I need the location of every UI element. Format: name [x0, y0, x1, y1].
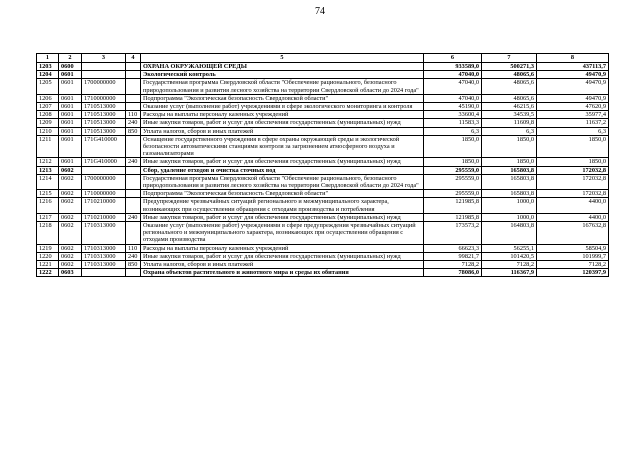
- section-code: 0602: [59, 213, 82, 221]
- amount-year-1: 121985,8: [424, 198, 482, 213]
- expense-type-code: [126, 63, 141, 71]
- amount-year-1: 47040,0: [424, 71, 482, 79]
- table-row: [37, 135, 609, 158]
- target-article-code: [82, 71, 126, 79]
- amount-year-2: 165803,8: [482, 174, 537, 189]
- target-article-code: 171G410000: [82, 158, 126, 166]
- amount-year-3: 49470,9: [537, 79, 609, 94]
- section-code: 0602: [59, 261, 82, 269]
- amount-year-3: 35977,4: [537, 111, 609, 119]
- target-article-code: 1710000000: [82, 94, 126, 102]
- column-header: 1: [37, 54, 59, 63]
- target-article-code: 1710513000: [82, 111, 126, 119]
- item-name: Иные закупки товаров, работ и услуг для обеспечения государственных (муниципальных) нужд: [141, 119, 424, 127]
- table-row: [37, 127, 609, 135]
- target-article-code: 1710210000: [82, 213, 126, 221]
- section-code: 0601: [59, 71, 82, 79]
- amount-year-3: 101999,7: [537, 252, 609, 260]
- item-name: Уплата налогов, сборов и иных платежей: [141, 127, 424, 135]
- amount-year-2: 165803,8: [482, 166, 537, 174]
- amount-year-3: 172032,8: [537, 174, 609, 189]
- table-row: [37, 174, 609, 189]
- item-name: Экологический контроль: [141, 71, 424, 79]
- table-row: [37, 94, 609, 102]
- column-header: 3: [82, 54, 126, 63]
- amount-year-1: 99821,7: [424, 252, 482, 260]
- target-article-code: [82, 63, 126, 71]
- item-name: ОХРАНА ОКРУЖАЮЩЕЙ СРЕДЫ: [141, 63, 424, 71]
- target-article-code: [82, 269, 126, 277]
- amount-year-1: 933589,0: [424, 63, 482, 71]
- row-number: 1221: [37, 261, 59, 269]
- row-number: 1218: [37, 222, 59, 245]
- amount-year-3: 172032,8: [537, 190, 609, 198]
- amount-year-1: 47040,0: [424, 79, 482, 94]
- row-number: 1206: [37, 94, 59, 102]
- row-number: 1208: [37, 111, 59, 119]
- amount-year-1: 66623,3: [424, 244, 482, 252]
- table-row: [37, 213, 609, 221]
- item-name: Подпрограмма "Экологическая безопасность Свердловской области": [141, 190, 424, 198]
- item-name: Подпрограмма "Экологическая безопасность Свердловской области": [141, 94, 424, 102]
- row-number: 1220: [37, 252, 59, 260]
- target-article-code: 1710513000: [82, 119, 126, 127]
- row-number: 1211: [37, 135, 59, 158]
- amount-year-1: 6,3: [424, 127, 482, 135]
- table-header-row: [37, 54, 609, 63]
- expense-type-code: [126, 71, 141, 79]
- section-code: 0601: [59, 94, 82, 102]
- table-row: [37, 71, 609, 79]
- amount-year-1: 295559,0: [424, 166, 482, 174]
- item-name: Оказание услуг (выполнение работ) учреждениями в сфере экологического мониторинга и контроля: [141, 103, 424, 111]
- column-header: 6: [424, 54, 482, 63]
- section-code: 0601: [59, 79, 82, 94]
- amount-year-1: 1850,0: [424, 158, 482, 166]
- amount-year-3: 1850,0: [537, 158, 609, 166]
- section-code: 0601: [59, 119, 82, 127]
- amount-year-2: 48065,6: [482, 79, 537, 94]
- item-name: Иные закупки товаров, работ и услуг для обеспечения государственных (муниципальных) нужд: [141, 252, 424, 260]
- section-code: 0603: [59, 269, 82, 277]
- item-name: Иные закупки товаров, работ и услуг для обеспечения государственных (муниципальных) нужд: [141, 158, 424, 166]
- amount-year-2: 1000,0: [482, 198, 537, 213]
- target-article-code: 1710313000: [82, 222, 126, 245]
- target-article-code: 1710313000: [82, 244, 126, 252]
- amount-year-3: 6,3: [537, 127, 609, 135]
- section-code: 0601: [59, 111, 82, 119]
- row-number: 1216: [37, 198, 59, 213]
- section-code: 0600: [59, 63, 82, 71]
- amount-year-3: 49470,9: [537, 71, 609, 79]
- target-article-code: 1710513000: [82, 127, 126, 135]
- row-number: 1217: [37, 213, 59, 221]
- expense-type-code: [126, 174, 141, 189]
- amount-year-2: 48065,6: [482, 71, 537, 79]
- table-row: [37, 261, 609, 269]
- amount-year-1: 7128,2: [424, 261, 482, 269]
- table-row: [37, 222, 609, 245]
- row-number: 1205: [37, 79, 59, 94]
- section-code: 0602: [59, 174, 82, 189]
- row-number: 1214: [37, 174, 59, 189]
- expense-type-code: [126, 269, 141, 277]
- amount-year-3: 167632,8: [537, 222, 609, 245]
- expense-type-code: [126, 94, 141, 102]
- amount-year-1: 1850,0: [424, 135, 482, 158]
- target-article-code: 171G410000: [82, 135, 126, 158]
- table-row: [37, 103, 609, 111]
- table-row: [37, 119, 609, 127]
- expense-type-code: 850: [126, 127, 141, 135]
- amount-year-1: 47040,0: [424, 94, 482, 102]
- target-article-code: 1710513000: [82, 103, 126, 111]
- expense-type-code: 110: [126, 111, 141, 119]
- amount-year-3: 47620,9: [537, 103, 609, 111]
- page-number: 74: [315, 6, 325, 17]
- expense-type-code: [126, 103, 141, 111]
- amount-year-2: 1850,0: [482, 158, 537, 166]
- amount-year-2: 6,3: [482, 127, 537, 135]
- amount-year-2: 11609,8: [482, 119, 537, 127]
- section-code: 0601: [59, 135, 82, 158]
- expense-type-code: 240: [126, 158, 141, 166]
- amount-year-1: 295559,0: [424, 190, 482, 198]
- row-number: 1213: [37, 166, 59, 174]
- table-row: [37, 158, 609, 166]
- expense-type-code: [126, 166, 141, 174]
- section-code: 0601: [59, 127, 82, 135]
- amount-year-2: 101420,5: [482, 252, 537, 260]
- amount-year-1: 78086,0: [424, 269, 482, 277]
- amount-year-3: 49470,9: [537, 94, 609, 102]
- expense-type-code: [126, 79, 141, 94]
- amount-year-2: 7128,2: [482, 261, 537, 269]
- expense-type-code: [126, 222, 141, 245]
- expense-type-code: [126, 190, 141, 198]
- amount-year-2: 48065,6: [482, 94, 537, 102]
- row-number: 1212: [37, 158, 59, 166]
- target-article-code: 1710313000: [82, 252, 126, 260]
- amount-year-1: 295559,0: [424, 174, 482, 189]
- table-row: [37, 63, 609, 71]
- expense-type-code: [126, 135, 141, 158]
- column-header: 8: [537, 54, 609, 63]
- item-name: Расходы на выплаты персоналу казенных учреждений: [141, 244, 424, 252]
- table-row: [37, 198, 609, 213]
- section-code: 0602: [59, 252, 82, 260]
- column-header: 2: [59, 54, 82, 63]
- expense-type-code: 110: [126, 244, 141, 252]
- amount-year-2: 34539,5: [482, 111, 537, 119]
- amount-year-1: 33600,4: [424, 111, 482, 119]
- expense-type-code: 240: [126, 119, 141, 127]
- amount-year-3: 1850,0: [537, 135, 609, 158]
- amount-year-2: 116367,9: [482, 269, 537, 277]
- column-header: 4: [126, 54, 141, 63]
- row-number: 1209: [37, 119, 59, 127]
- item-name: Уплата налогов, сборов и иных платежей: [141, 261, 424, 269]
- item-name: Охрана объектов растительного и животного мира и среды их обитания: [141, 269, 424, 277]
- amount-year-2: 46215,6: [482, 103, 537, 111]
- item-name: Оснащение государственного учреждения в сфере охраны окружающей среды и экологической безопасности автоматическими станциями контроля за загрязнением атмосферного воздуха и газоанализаторами: [141, 135, 424, 158]
- amount-year-3: 58504,9: [537, 244, 609, 252]
- amount-year-1: 173573,2: [424, 222, 482, 245]
- amount-year-2: 500271,3: [482, 63, 537, 71]
- section-code: 0601: [59, 158, 82, 166]
- section-code: 0602: [59, 166, 82, 174]
- target-article-code: 1700000000: [82, 79, 126, 94]
- item-name: Сбор, удаление отходов и очистка сточных вод: [141, 166, 424, 174]
- table-row: [37, 269, 609, 277]
- expense-type-code: 240: [126, 213, 141, 221]
- section-code: 0602: [59, 244, 82, 252]
- amount-year-3: 7128,2: [537, 261, 609, 269]
- expense-type-code: 850: [126, 261, 141, 269]
- row-number: 1210: [37, 127, 59, 135]
- amount-year-1: 121985,8: [424, 213, 482, 221]
- section-code: 0601: [59, 103, 82, 111]
- row-number: 1215: [37, 190, 59, 198]
- amount-year-3: 437113,7: [537, 63, 609, 71]
- amount-year-2: 164803,8: [482, 222, 537, 245]
- expense-type-code: 240: [126, 252, 141, 260]
- item-name: Государственная программа Свердловской области "Обеспечение рационального, безопасного природопользования и развития лесного хозяйства на территории Свердловской области до 2024 года": [141, 79, 424, 94]
- amount-year-1: 45190,0: [424, 103, 482, 111]
- item-name: Оказание услуг (выполнение работ) учреждениями в сфере предупреждения чрезвычайных ситуаций регионального и межмуниципального характера, возникающих при осуществлении обращения с отходами производства: [141, 222, 424, 245]
- column-header: 5: [141, 54, 424, 63]
- amount-year-2: 165803,8: [482, 190, 537, 198]
- table-row: [37, 252, 609, 260]
- amount-year-3: 11637,2: [537, 119, 609, 127]
- amount-year-3: 4400,0: [537, 213, 609, 221]
- column-header: 7: [482, 54, 537, 63]
- section-code: 0602: [59, 190, 82, 198]
- section-code: 0602: [59, 198, 82, 213]
- expense-type-code: [126, 198, 141, 213]
- table-row: [37, 190, 609, 198]
- table-body: [37, 63, 609, 277]
- target-article-code: 1700000000: [82, 174, 126, 189]
- row-number: 1207: [37, 103, 59, 111]
- amount-year-3: 4400,0: [537, 198, 609, 213]
- budget-table: [36, 53, 609, 277]
- amount-year-2: 1850,0: [482, 135, 537, 158]
- item-name: Иные закупки товаров, работ и услуг для обеспечения государственных (муниципальных) нужд: [141, 213, 424, 221]
- table-row: [37, 166, 609, 174]
- table-row: [37, 244, 609, 252]
- target-article-code: 1710313000: [82, 261, 126, 269]
- row-number: 1204: [37, 71, 59, 79]
- amount-year-1: 11583,3: [424, 119, 482, 127]
- item-name: Предупреждение чрезвычайных ситуаций регионального и межмуниципального характера, возникающих при осуществлении обращения с отходами производства и потребления: [141, 198, 424, 213]
- row-number: 1219: [37, 244, 59, 252]
- table-row: [37, 111, 609, 119]
- amount-year-3: 172032,8: [537, 166, 609, 174]
- item-name: Государственная программа Свердловской области "Обеспечение рационального, безопасного природопользования и развития лесного хозяйства на территории Свердловской области до 2024 года": [141, 174, 424, 189]
- row-number: 1203: [37, 63, 59, 71]
- target-article-code: 1710210000: [82, 198, 126, 213]
- table-row: [37, 79, 609, 94]
- item-name: Расходы на выплаты персоналу казенных учреждений: [141, 111, 424, 119]
- section-code: 0602: [59, 222, 82, 245]
- target-article-code: 1710000000: [82, 190, 126, 198]
- amount-year-3: 120397,9: [537, 269, 609, 277]
- amount-year-2: 1000,0: [482, 213, 537, 221]
- row-number: 1222: [37, 269, 59, 277]
- amount-year-2: 56255,1: [482, 244, 537, 252]
- target-article-code: [82, 166, 126, 174]
